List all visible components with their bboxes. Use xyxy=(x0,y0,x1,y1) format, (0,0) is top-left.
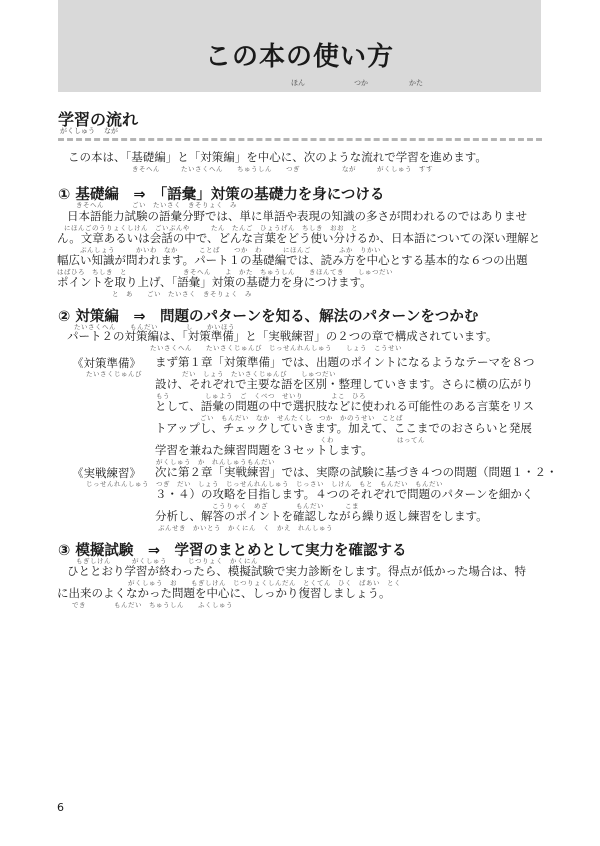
sub2-ruby-3: ぶんせき かいとう かくにん く かえ れんしゅう xyxy=(158,524,333,532)
sub1-line-5: 学習を兼ねた練習問題を３セットします。 xyxy=(155,443,373,457)
section1-line-4: ポイントを取り上げ、「語彙」対策の基礎力を身につけます。 xyxy=(57,275,372,289)
section1-heading: ① 基礎編 ⇒ 「語彙」対策の基礎力を身につける xyxy=(58,187,385,203)
sub1-line-4: トアップし、チェックしていきます。加えて、ここまでのおさらいと発展 xyxy=(155,421,532,435)
flow-intro-ruby: きそへん たいさくへん ちゅうしん つぎ なが がくしゅう すす xyxy=(132,165,434,173)
flow-ruby-1: がくしゅう xyxy=(60,127,95,135)
section2-intro-ruby: たいさくへん たいさくじゅんび じっせんれんしゅう しょう こうせい xyxy=(150,344,402,352)
section2-heading-ruby: たいさくへん もんだい し かいほう xyxy=(74,323,235,331)
title-ruby-1: ほん xyxy=(291,79,305,87)
sub1-ruby-3: ごい もんだい なか せんたくし つか かのうせい ことば xyxy=(200,414,403,422)
flow-intro: この本は、「基礎編」と「対策編」を中心に、次のような流れで学習を進めます。 xyxy=(68,150,487,164)
sub2-line-3: 分析し、解答のポイントを確認しながら繰り返し練習をします。 xyxy=(155,509,488,523)
section3-heading-ruby: もぎしけん がくしゅう じつりょく かくにん xyxy=(76,557,258,565)
section3-line-1: ひととおり学習が終わったら、模擬試験で実力診断をします。得点が低かった場合は、特 xyxy=(67,564,526,578)
sub1-ruby-5: がくしゅう か れんしゅうもんだい xyxy=(156,458,275,466)
sub2-ruby-2: こうりゃく めざ もんだい こま xyxy=(212,502,359,510)
flow-heading: 学習の流れ xyxy=(58,110,139,129)
section1-ruby-4: と あ ごい たいさく きそりょく み xyxy=(112,290,252,298)
sub1-label: 《対策準備》 xyxy=(72,356,141,370)
title-ruby-3: かた xyxy=(409,79,423,87)
section1-heading-ruby: きそへん ごい たいさく きそりょく み xyxy=(76,201,237,209)
sub2-line-2: ３・４）の攻略を目指します。４つのそれぞれで問題のパターンを細かく xyxy=(155,487,534,501)
page-number: 6 xyxy=(57,801,64,814)
title-banner xyxy=(58,0,541,92)
sub2-label: 《実戦練習》 xyxy=(72,466,141,480)
section3-ruby-1: がくしゅう お もぎしけん じつりょくしんだん とくてん ひく ばあい とく xyxy=(128,579,401,587)
sub1-line-3: として、語彙の問題の中で選択肢などに使われる可能性のある言葉をリス xyxy=(155,399,535,413)
sub1-line-2: 設け、それぞれで主要な語を区別・整理していきます。さらに横の広がり xyxy=(155,377,534,391)
section2-intro: パート２の対策編は、「対策準備」と「実戦練習」の２つの章で構成されています。 xyxy=(67,329,498,343)
page-title: この本の使い方 xyxy=(204,42,394,72)
section3-line-2: に出来のよくなかった問題を中心に、しっかり復習しましょう。 xyxy=(57,586,391,600)
section1-ruby-1: にほんごのうりょくしけん ごいぶんや たん たんご ひょうげん ちしき おお と xyxy=(64,224,358,232)
sub2-ruby-1: つぎ だい しょう じっせんれんしゅう じっさい しけん もと もんだい もんだい xyxy=(156,480,443,488)
section1-ruby-2: ぶんしょう かいわ なか ことば つか わ にほんご ふか りかい xyxy=(80,246,381,254)
dashed-divider xyxy=(58,138,542,141)
sub2-line-1: 次に第２章「実戦練習」では、実際の試験に基づき４つの問題（問題１・２・ xyxy=(155,465,558,479)
flow-ruby-2: なが xyxy=(104,127,118,135)
section1-line-3: 幅広い知識が問われます。パート１の基礎編では、読み方を中心とする基本的な６つの出題 xyxy=(57,253,528,267)
sub1-ruby-1: だい しょう たいさくじゅんび しゅつだい xyxy=(182,370,336,378)
sub1-ruby-2: もう しゅよう ご くべつ せいり よこ ひろ xyxy=(156,392,366,400)
section2-heading: ② 対策編 ⇒ 問題のパターンを知る、解法のパターンをつかむ xyxy=(58,309,479,325)
section1-line-1: 日本語能力試験の語彙分野では、単に単語や表現の知識の多さが問われるのではありませ xyxy=(67,209,527,223)
section1-line-2: ん。文章あるいは会話の中で、どんな言葉をどう使い分けるか、日本語についての深い理解と xyxy=(57,231,541,245)
sub2-label-ruby: じっせんれんしゅう xyxy=(86,480,149,488)
sub1-label-ruby: たいさくじゅんび xyxy=(86,370,142,378)
section3-ruby-2: でき もんだい ちゅうしん ふくしゅう xyxy=(72,601,233,609)
section1-ruby-3: はばひろ ちしき と きそへん よ かた ちゅうしん きほんてき しゅつだい xyxy=(57,268,393,276)
title-ruby-2: つか xyxy=(354,79,368,87)
sub1-ruby-4: くわ はってん xyxy=(320,436,425,444)
section3-heading: ③ 模擬試験 ⇒ 学習のまとめとして実力を確認する xyxy=(58,543,407,559)
sub1-line-1: まず第１章「対策準備」では、出題のポイントになるようなテーマを８つ xyxy=(155,355,535,369)
